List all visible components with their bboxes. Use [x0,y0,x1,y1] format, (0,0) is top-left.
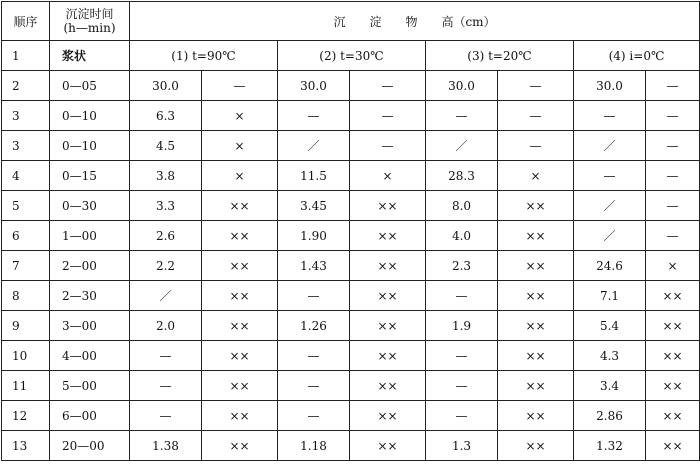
time-header-line2: (h—min) [63,21,116,35]
time-header [50,2,130,41]
mark-cell: × [498,161,574,191]
height-value-cell: — [574,161,646,191]
height-value-cell: 1.90 [278,221,350,251]
time-cell: 2—00 [50,251,130,281]
height-value-cell: 4.3 [574,341,646,371]
mark-cell: — [646,161,700,191]
mark-cell: — [350,131,426,161]
height-value-cell: — [426,401,498,431]
height-value-cell: — [130,371,202,401]
order-cell: 12 [2,401,50,431]
table-row [2,71,700,101]
height-value-cell: 8.0 [426,191,498,221]
height-value-cell: ／ [130,281,202,311]
time-cell: 2—30 [50,281,130,311]
header-row [2,2,700,41]
order-cell: 4 [2,161,50,191]
time-cell: 0—10 [50,131,130,161]
order-cell: 7 [2,251,50,281]
time-cell: 6—00 [50,401,130,431]
height-value-cell: 5.4 [574,311,646,341]
mark-cell: ×× [350,191,426,221]
height-value-cell: — [426,281,498,311]
slurry-cell: 浆状 [50,41,130,71]
time-cell: 5—00 [50,371,130,401]
table-row [2,401,700,431]
mark-cell: ×× [350,311,426,341]
mark-cell: × [202,161,278,191]
table-row [2,281,700,311]
order-cell: 3 [2,131,50,161]
mark-cell: — [646,101,700,131]
mark-cell: — [646,71,700,101]
mark-cell: × [202,101,278,131]
height-value-cell: 6.3 [130,101,202,131]
mark-cell: ×× [498,311,574,341]
mark-cell: ×× [646,341,700,371]
mark-cell: — [646,221,700,251]
mark-cell: ×× [498,431,574,461]
height-value-cell: — [574,101,646,131]
mark-cell: ×× [646,311,700,341]
table-row [2,191,700,221]
mark-cell: — [202,71,278,101]
sediment-height-header: 沉 淀 物 高（cm） [130,2,700,41]
height-value-cell: — [278,341,350,371]
sedimentation-table [1,1,700,461]
height-value-cell: 24.6 [574,251,646,281]
mark-cell: ×× [498,221,574,251]
mark-cell: ×× [202,341,278,371]
mark-cell: ×× [350,251,426,281]
mark-cell: — [646,191,700,221]
order-cell: 8 [2,281,50,311]
height-value-cell: 30.0 [130,71,202,101]
height-value-cell: ／ [574,131,646,161]
table-body [2,2,700,461]
time-cell: 0—05 [50,71,130,101]
mark-cell: — [498,101,574,131]
height-value-cell: 2.6 [130,221,202,251]
height-value-cell: 1.18 [278,431,350,461]
time-cell: 0—15 [50,161,130,191]
height-value-cell: ／ [426,131,498,161]
mark-cell: — [350,101,426,131]
mark-cell: ×× [350,431,426,461]
table-row [2,371,700,401]
height-value-cell: 2.0 [130,311,202,341]
mark-cell: — [350,71,426,101]
mark-cell: — [498,71,574,101]
mark-cell: ×× [646,371,700,401]
height-value-cell: 2.86 [574,401,646,431]
height-value-cell: — [426,101,498,131]
table-row [2,251,700,281]
table-row [2,101,700,131]
height-value-cell: — [278,401,350,431]
mark-cell: ×× [350,341,426,371]
mark-cell: ×× [350,281,426,311]
mark-cell: ×× [202,251,278,281]
order-cell: 10 [2,341,50,371]
height-value-cell: ／ [574,221,646,251]
table-row [2,311,700,341]
height-value-cell: 11.5 [278,161,350,191]
order-cell: 2 [2,71,50,101]
height-value-cell: 1.9 [426,311,498,341]
condition-row [2,41,700,71]
height-value-cell: 7.1 [574,281,646,311]
mark-cell: ×× [350,221,426,251]
height-value-cell: ／ [278,131,350,161]
height-value-cell: 4.5 [130,131,202,161]
mark-cell: — [646,131,700,161]
mark-cell: × [350,161,426,191]
condition-4: (4) i=0℃ [574,41,700,71]
height-value-cell: — [130,341,202,371]
order-cell: 6 [2,221,50,251]
height-value-cell: 3.8 [130,161,202,191]
height-value-cell: 1.26 [278,311,350,341]
order-header: 顺序 [2,2,50,41]
mark-cell: ×× [202,221,278,251]
mark-cell: ×× [498,191,574,221]
height-value-cell: — [278,101,350,131]
height-value-cell: 3.4 [574,371,646,401]
table-row [2,131,700,161]
mark-cell: ×× [498,251,574,281]
table-row [2,221,700,251]
table-row [2,431,700,461]
mark-cell: ×× [202,191,278,221]
time-cell: 0—30 [50,191,130,221]
height-value-cell: 4.0 [426,221,498,251]
mark-cell: ×× [498,401,574,431]
mark-cell: ×× [350,401,426,431]
mark-cell: ×× [202,431,278,461]
table-row [2,341,700,371]
height-value-cell: 1.38 [130,431,202,461]
height-value-cell: 1.32 [574,431,646,461]
height-value-cell: 30.0 [278,71,350,101]
mark-cell: × [646,251,700,281]
mark-cell: ×× [498,281,574,311]
height-value-cell: — [278,281,350,311]
mark-cell: ×× [202,281,278,311]
condition-1: (1) t=90℃ [130,41,278,71]
height-value-cell: 28.3 [426,161,498,191]
mark-cell: ×× [498,341,574,371]
time-cell: 0—10 [50,101,130,131]
mark-cell: × [202,131,278,161]
height-value-cell: — [426,341,498,371]
order-cell: 9 [2,311,50,341]
mark-cell: — [498,131,574,161]
mark-cell: ×× [646,431,700,461]
mark-cell: ×× [350,371,426,401]
height-value-cell: 1.3 [426,431,498,461]
height-value-cell: 30.0 [426,71,498,101]
condition-2: (2) t=30℃ [278,41,426,71]
time-header-line1: 沉淀时间 [65,7,114,21]
height-value-cell: — [426,371,498,401]
height-value-cell: 2.2 [130,251,202,281]
table-row [2,161,700,191]
mark-cell: ×× [202,311,278,341]
height-value-cell: 3.3 [130,191,202,221]
time-cell: 1—00 [50,221,130,251]
time-cell: 20—00 [50,431,130,461]
time-cell: 3—00 [50,311,130,341]
height-value-cell: 30.0 [574,71,646,101]
mark-cell: ×× [202,371,278,401]
height-value-cell: 1.43 [278,251,350,281]
mark-cell: ×× [498,371,574,401]
height-value-cell: — [278,371,350,401]
height-value-cell: 3.45 [278,191,350,221]
order-cell: 1 [2,41,50,71]
time-cell: 4—00 [50,341,130,371]
order-cell: 11 [2,371,50,401]
order-cell: 3 [2,101,50,131]
height-value-cell: 2.3 [426,251,498,281]
mark-cell: ×× [646,401,700,431]
order-cell: 5 [2,191,50,221]
mark-cell: ×× [646,281,700,311]
condition-3: (3) t=20℃ [426,41,574,71]
order-cell: 13 [2,431,50,461]
height-value-cell: ／ [574,191,646,221]
mark-cell: ×× [202,401,278,431]
height-value-cell: — [130,401,202,431]
